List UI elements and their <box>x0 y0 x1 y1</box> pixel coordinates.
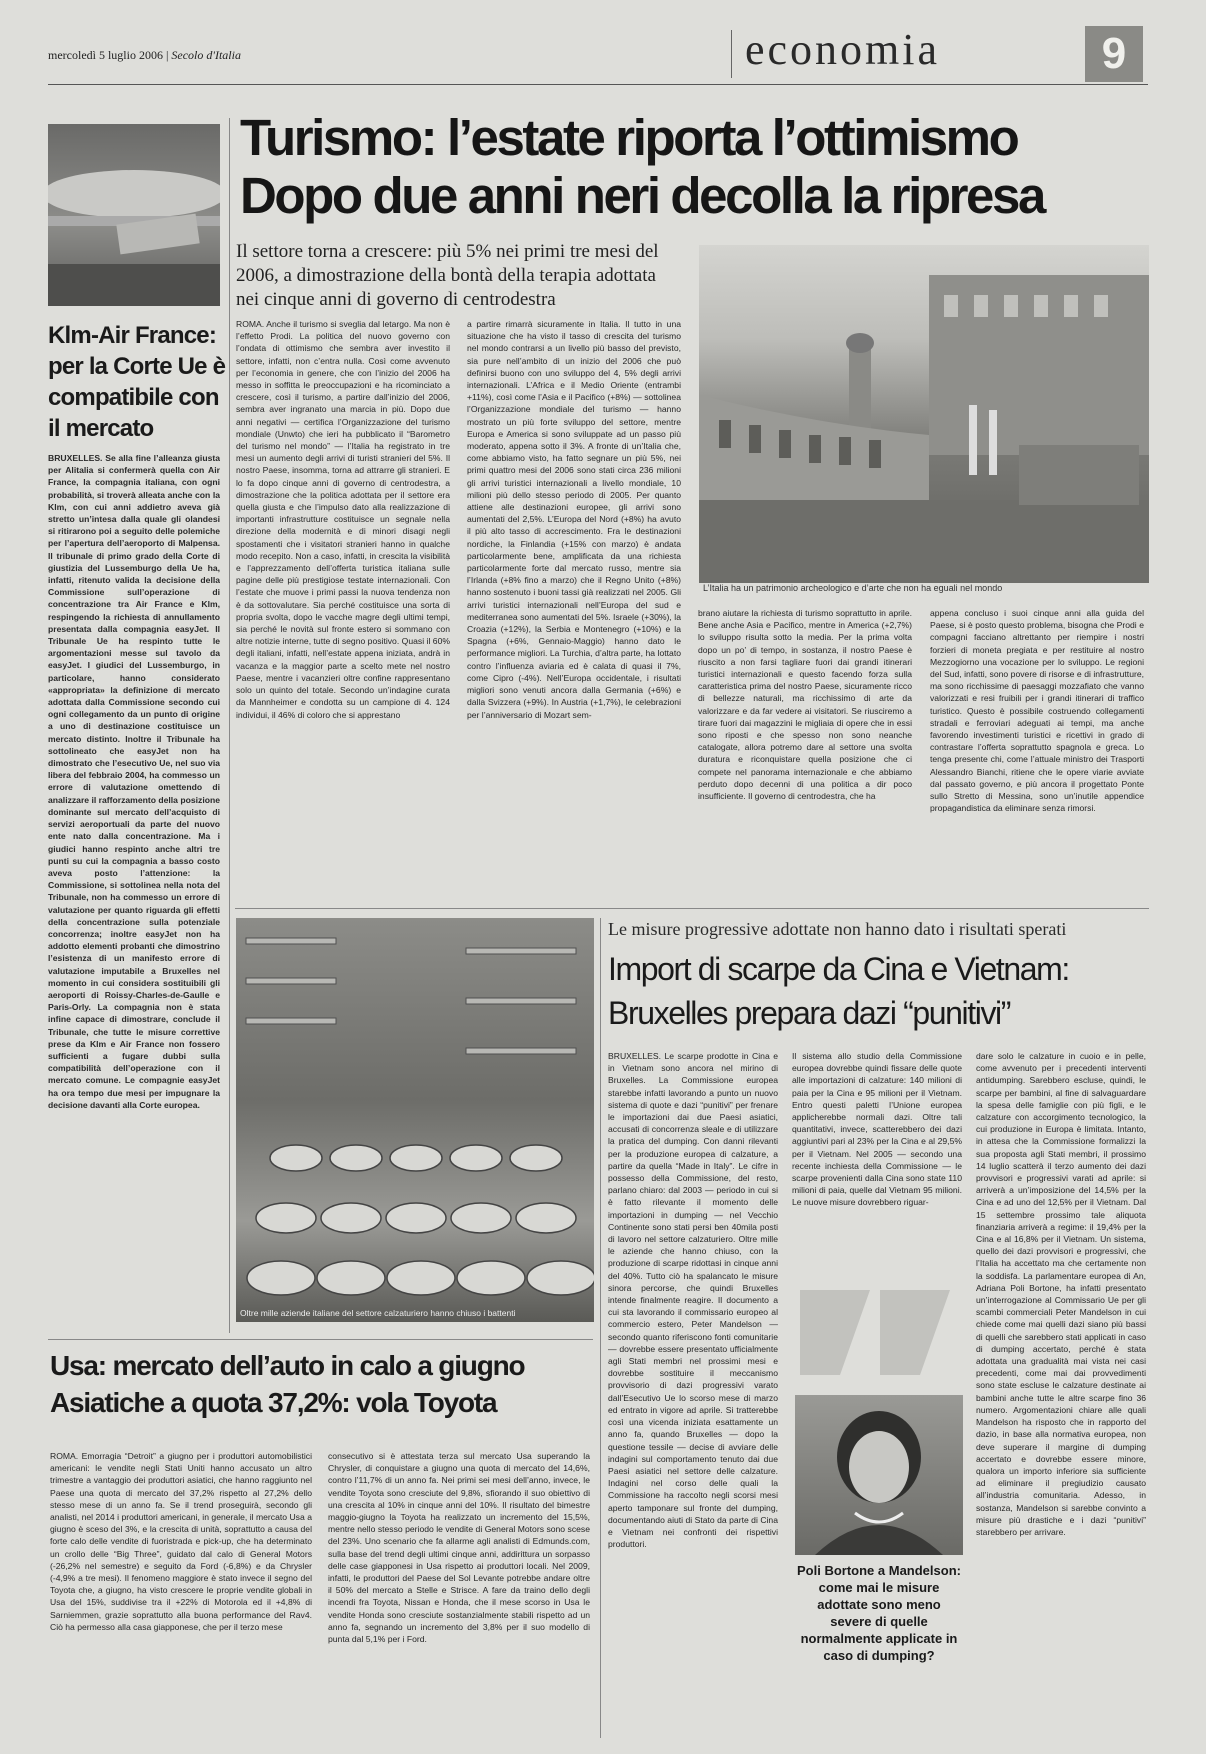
center-column-divider <box>600 918 601 1738</box>
quote-marks-icon <box>800 1280 950 1380</box>
main-article-column-2: a partire rimarrà sicuramente in Italia. Il tutto in una situazione che ha visto il tasso di crescita del turismo nel mondo contrarsi a un livello più basso del previsto, sia pure nell’ambito di un inizio del 2006 che può definirsi buono con uno sviluppo del 4, 5% degli arrivi internazionali. L’Africa e il Medio Oriente (entrambi +11%), così come l’Asia e il Pacifico (+8%) — sottolinea l’Organizzazione mondiale del turismo — hanno mostrato un più forte sviluppo del settore, mentre Europa e America si sono sviluppate ad un passo più moderato, appena sotto il 3%. A fronte di un’Italia che, come abbiamo visto, ha fatto segnare un più 5%, nei primi quattro mesi del 2006 sono stati circa 236 milioni gli arrivi turistici internazionali a livello mondiale, 10 milioni più dello stesso periodo di 2005. Per quanto attiene alle destinazioni europee, gli arrivi sono aumentati del 2,5%. L’Europa del Nord (+8%) ha avuto il più alto tasso di accrescimento. Fra le destinazioni nordiche, la Finlandia (+15% con marzo) è andata particolarmente bene, amplificata da una richiesta particolarmente forte dal mercato russo, mentre sia l’Irlanda (+8% fino a marzo) che il Regno Unito (+8%) hanno sostenuto i buoni tassi già realizzati nel 2005. Gli arrivi turistici internazionali nell’Europa del sud e mediterranea sono aumentati del 5%. Israele (+30%), la Croazia (+12%), la Serbia e Montenegro (+10%) e la Spagna (+6%, Gennaio-Maggio) hanno dato le performance migliori. La Turchia, d’altra parte, ha lottato contro l’influenza aviaria ed è calata di quasi il 7%, come Cipro (-4%). Nell’Europa occidentale, i risultati migliori sono venuti ancora dalla Germania (+6%) e dalla Svizzera (+9%). In Austria (+1,7%), le celebrazioni per l’anniversario di Mozart sem- <box>467 319 681 720</box>
shoes-article-column-2: Il sistema allo studio della Commissione europea dovrebbe quindi fissare delle quote alle importazioni di calzature: 140 milioni di paia per la Cina e 95 milioni per il Vietnam. Entro questi paletti l’Unione europea applicherebbe normali dazi. Oltre tali quantitativi, invece, scatterebbero dei dazi aggiuntivi pari al 23% per la Cina e al 29,5% per il Vietnam. Nel 2005 — secondo una recente inchiesta della Commissione — le scarpe provenienti dalla Cina sono state 110 milioni di paia, quelle dal Vietnam 95 milioni. Le nuove misure dovrebbero riguar- <box>792 1051 962 1208</box>
shoes-photo-caption: Oltre mille aziende italiane del settore calzaturiero hanno chiuso i battenti <box>240 1308 516 1318</box>
main-subhead: Il settore torna a crescere: più 5% nei primi tre mesi del 2006, a dimostrazione della bontà della terapia adottata nei cinque anni di governo di centrodestra <box>236 241 659 310</box>
main-article-column-4: appena concluso i suoi cinque anni alla guida del Paese, si è posto questo problema, bisogna che Prodi e compagni facciano altrettanto per riempire i nostri forzieri di moneta pregiata e per restituire al nostro Mezzogiorno una vocazione per lo sviluppo. Le regioni del Sud, infatti, sono povere di risorse e di infrastrutture, ma sono ricchissime di paesaggi mozzafiato che vanno valorizzati e resi fruibili per i grandi itinerari di traffico turistico. Questo è possibile costruendo collegamenti stradali e ferroviari adeguati ai tempi, ma anche favorendo investimenti turistici e ricettivi in grado di contrastare l’offerta soprattutto spagnola e greca. Lo tenga presente chi, come l’attuale ministro dei Trasporti Alessandro Bianchi, ritiene che le opere viarie avviate dal passato governo, e più ancora il progettato Ponte sullo Stretto di Messina, sono un’inutile appendice propagandistica da eliminare senza rimorsi. <box>930 608 1144 814</box>
airplane-illustration <box>48 124 220 306</box>
shoes-illustration <box>236 918 594 1322</box>
klm-headline: Klm-Air France: per la Corte Ue è compatibile con il mercato <box>48 322 226 442</box>
main-article-column-3: brano aiutare la richiesta di turismo soprattutto in aprile. Bene anche Asia e Pacifico, mentre in America (+2,7%) lo sviluppo risulta sotto la media. Per la prima volta dopo un po’ di tempo, in sostanza, il nostro Paese è riuscito a non farsi tagliare fuori dai grandi itinerari turistici internazionali e questo facendo forza sulla caratteristica prima del nostro Paese, sicuramente ricco di bellezze naturali, ma ricchissimo di arte da valorizzare e da far vedere ai visitatori. Se riusciremo a tirare fuori dai magazzini le migliaia di opere che in essi sono riposti e che spesso non sono neanche catalogate, allora potremo dare al settore una svolta duratura e riconquistare quella posizione che ci compete nel panorama internazionale e che abbiamo perduto dopo decenni di una politica a dir poco insufficiente. Il governo di centrodestra, che ha <box>698 608 912 802</box>
masthead-date: mercoledì 5 luglio 2006 <box>48 48 163 62</box>
main-article-column-1: ROMA. Anche il turismo si sveglia dal letargo. Ma non è l’effetto Prodi. La politica del nuovo governo con l’ondata di ottimismo che sembra aver investito il settore, infatti, non c’entra nulla. Così come avvenuto per l’economia in genere, che con l’inizio del 2006 ha messo in soffitta le preoccupazioni e ha ricominciato a crescere, così il turismo, a partire dall’inizio del 2006, sembra aver ingranato una marcia in più. Dopo due anni negativi — certifica l’Organizzazione del turismo mondiale (Unwto) che ieri ha pubblicato il “Barometro del turismo nel mondo” — l’Italia ha registrato in tre mesi un aumento degli arrivi di turisti stranieri del 5%. Il nostro Paese, insomma, torna ad attrarre gli stranieri. E lo fa dopo cinque anni di governo di centrodestra, a dimostrazione che la politica adottata per il settore era quella giusta e che l’impulso dato alla realizzazione di importanti infrastrutture costituisce un segnale nella direzione della modernità e di minori disagi negli spostamenti che i visitatori stranieri hanno in qualche modo recepito. Non a caso, infatti, in crescita la visibilità e l’apprezzamento dell’offerta turistica italiana sulle pagine delle più prestigiose testate internazionali. Con l’estate che muove i primi passi la nuova tendenza non è da sottovalutare. Sia perché costituisce una sorta di propria svolta, dopo le vacche magre degli ultimi tempi, sia perché le novità sul fronte estero si sommano con altre notizie interne, tutte di segno positivo. Quasi il 60% degli italiani, infatti, nell’estate appena iniziata, andrà in vacanza e la maggior parte a scelto mete nel nostro Paese, mentre i vacanzieri oltre confine rappresentano solo un quinto del totale. Secondo un’indagine curata da Mannheimer e condotta su un campione di 4. 124 individui, il 46% di coloro che si apprestano <box>236 319 450 720</box>
poli-bortone-portrait <box>795 1395 963 1555</box>
usa-headline-1: Usa: mercato dell’auto in calo a giugno <box>50 1350 525 1381</box>
ruins-photo-caption: L’Italia ha un patrimonio archeologico e d’arte che non ha eguali nel mondo <box>703 583 1003 593</box>
masthead-separator: | <box>165 48 172 62</box>
usa-article-column-1: ROMA. Emorragia “Detroit” a giugno per i produttori automobilistici americani: le vendite negli Stati Uniti hanno accusato un altro trimestre a vantaggio dei produttori asiatici, che hanno raggiunto nel Paese una quota di mercato del 37,2% rispetto al 27,2% dello stesso mese di un anno fa. Se il trend proseguirà, secondo gli analisti, nel 2014 i produttori americani, in generale, il mercato Usa a giugno è sceso del 3%, e la crescita di unità, soprattutto a causa del forte calo delle vendite di fuoristrada e pick-up, che ha determinato un crollo delle “Big Three”, guidato dal calo di General Motors (-26,2% nel semestre) e seguito da Ford (-6,8%) e da Chrysler (-4,9% a tre mesi). Il fenomeno maggiore è stato invece il segno del Toyota che, a giugno, ha visto crescere le proprie vendite globali in Usa del 15%, suddivise tra il +22% di Motorola ed il +4,8% di Sarniemmen, grazie soprattutto alla buona performance del Rav4. Ciò ha permesso alla casa giapponese, che per il terzo mese <box>50 1451 312 1632</box>
usa-article-column-2: consecutivo si è attestata terza sul mercato Usa superando la Chrysler, di conquistare a giugno una quota di mercato del 14,6%, contro l’11,7% di un anno fa. Nei primi sei mesi dell’anno, invece, le vendite Toyota sono cresciute del 9,8%, sfiorando il suo obiettivo di una crescita al 10% in cinque anni del 10%. Il risultato del bimestre maggio-giugno la Toyota ha realizzato un incremento del 15,5%, mentre nello stesso periodo le vendite di General Motors sono scese del 23%. Uno scenario che fa allarme agli analisti di Edmunds.com, sulla base del trend degli ultimi cinque anni, addirittura un sorpasso delle case giapponesi in Usa rispetto ai produttori locali. Nel 2009, infatti, le produttori del Paese del Sol Levante potrebbe andare oltre il 50% del mercato a Stelle e Strisce. A fare da traino dello degli incendi fra Toyota, Nissan e Honda, che il mese scorso in Usa le vendite Honda sono cresciute sostanzialmente stabili rispetto ad un anno fa, segnando un incremento del 3,8% per il suo modello di punta dal 5,1% per i Ford. <box>328 1451 590 1645</box>
masthead-date-line <box>48 48 241 63</box>
section-title: economia <box>745 25 941 74</box>
shoes-factory-photo <box>236 918 594 1322</box>
masthead-paper: Secolo d'Italia <box>171 48 241 62</box>
klm-body: BRUXELLES. Se alla fine l’alleanza giusta per Alitalia si confermerà quella con Air France, la compagnia italiana, con ogni probabilità, si troverà alleata anche con la Klm, con cui anni addietro aveva già stretto un’intesa dalla quale gli olandesi si ritirarono poi a seguito delle polemiche per l’apertura dell’aeroporto di Malpensa. Il tribunale di primo grado della Corte di giustizia del Lussemburgo della Ue ha, infatti, ritenuto valida la decisione della Commissione sull’operazione di concentrazione tra Air France e Klm, respingendo la richiesta di annullamento presentata dalla compagnia easyJet. Il Tribunale Ue ha respinto tutte le argomentazioni messe sul tavolo da easyJet. I giudici del Lussemburgo, in particolare, hanno considerato «appropriata» la definizione di mercato adottata dalla Commissione secondo cui ogni collegamento da un punto di origine a uno di destinazione costituisce un mercato distinto. Inoltre il Tribunale ha sottolineato che easyJet non ha dimostrato che l’esecutivo Ue, nel suo via libera del febbraio 2004, ha commesso un errore di valutazione omettendo di analizzare il rafforzamento della posizione dominante sul mercato dell’acquisto di servizi aeroportuali da parte del nuovo ente nato dalla concentrazione. Ma i giudici hanno respinto anche altri tre punti su cui la compagnia a basso costo aveva posto l’attenzione: la Commissione, si sottolinea nella nota del Tribunale, non ha commesso un errore di valutazione per quanto riguarda gli effetti della concentrazione sulla potenziale concorrenza; inoltre easyJet non ha addotto elementi probanti che dimostrino l’esistenza di un manifesto errore di valutazione imputabile a Bruxelles nel momento in cui considera sostituibili gli aeroporti di Roissy-Charles-de-Gaulle e Paris-Orly. La compagnia non è stata infine capace di dimostrare, conclude il Tribunale, che tutte le misure correttive prese da Klm e Air France non fossero sufficienti a fugare dubbi sulla compatibilità dell’operazione con il mercato comune. Le compagnie easyJet ha ora tempo due mesi per impugnare la decisione davanti alla Corte europea. <box>48 453 220 1110</box>
masthead-divider <box>731 30 732 78</box>
left-column-divider <box>229 118 230 1333</box>
forum-illustration <box>699 245 1149 583</box>
airplane-photo <box>48 124 220 306</box>
masthead-rule <box>48 84 1148 85</box>
shoes-article-column-1: BRUXELLES. Le scarpe prodotte in Cina e in Vietnam sono ancora nel mirino di Bruxelles. La Commissione europea starebbe infatti lavorando a punto un nuovo sistema di quote e dazi “punitivi” per frenare le importazioni dai due Paesi asiatici, accusati di concorrenza sleale e di utilizzare la pratica del dumping. Con danni rilevanti per la produzione europea di calzature, a partire da quella “Made in Italy”. Le cifre in possesso della Commissione, del resto, parlano chiaro: dal 2003 — periodo in cui si è fatto rilevante il momento delle importazioni in dumping — nel Vecchio Continente sono stati persi ben 40mila posti di lavoro nel settore calzaturiero. Oltre mille le aziende che hanno chiuso, con la produzione di scarpe ridottasi in cinque anni del 40%. Tutto ciò ha spalancato le misure sinora percorse, che quindi Bruxelles intende finalmente reagire. Il documento a cui sta lavorando il commissario europeo al commercio estero, Peter Mandelson — secondo quanto riferiscono fonti comunitarie — dovrebbe essere presentato ufficialmente agli Stati membri nel prossimi mesi e dovrebbe sostituire il meccanismo provvisorio di dazi progressivi varato dall’Esecutivo Ue lo scorso mese di marzo ed entrato in vigore ad aprile. Si tratterebbe così una vicenda iniziata esattamente un anno fa, quando Bruxelles — dopo la questione tessile — decise di avviare delle indagini sul comportamento tenuto dai due Paesi asiatici nel settore delle calzature. Indagini nel corso delle quali la Commissione ha raccolto negli scorsi mesi aperto tamponare sul fronte del dumping, documentando aiuti di Stato da parte di Cina e Vietnam nei confronti dei rispettivi produttori. <box>608 1051 778 1550</box>
shoes-kicker: Le misure progressive adottate non hanno dato i risultati sperati <box>608 919 1067 939</box>
main-headline-1: Turismo: l’estate riporta l’ottimismo <box>240 109 1018 166</box>
shoes-headline: Import di scarpe da Cina e Vietnam: Bruxelles prepara dazi “punitivi” <box>608 951 1069 1031</box>
main-article-bottom-rule <box>235 908 1149 909</box>
portrait-caption: Poli Bortone a Mandelson: come mai le misure adottate sono meno severe di quelle normalmente applicate in caso di dumping? <box>797 1563 961 1663</box>
ruins-photo <box>699 245 1149 583</box>
usa-top-rule <box>48 1339 593 1340</box>
usa-headline-2: Asiatiche a quota 37,2%: vola Toyota <box>50 1387 497 1418</box>
main-headline-2: Dopo due anni neri decolla la ripresa <box>240 167 1044 224</box>
portrait-illustration <box>795 1395 963 1555</box>
shoes-article-column-3: dare solo le calzature in cuoio e in pelle, come avvenuto per i precedenti interventi antidumping. Sarebbero escluse, quindi, le scarpe per bambini, al fine di salvaguardare la spesa delle famiglie con più figli, e le calzature con accorgimento tecnologico, la cui produzione in Europa è limitata. Intanto, in attesa che la Commissione formalizzi la sua proposta agli Stati membri, il prossimo 14 luglio scatterà il terzo aumento dei dazi provvisori e progressivi varati ad aprile: si arriverà a un’imposizione del 14,5% per la Cina e ad uno del 12,5% per il Vietnam. Dal 15 settembre prossimo tale aliquota finanziaria arriverà a regime: il 19,4% per la Cina e al 16,8% per il Vietnam. Un sistema, quello dei dazi provvisori e progressivi, che l’Italia ha accettato ma che certamente non la soddisfa. La parlamentare europea di An, Adriana Poli Bortone, ha infatti presentato un’interrogazione al Commissario Ue per gli scambi commerciali Peter Mandelson in cui chiede come mai quelli dazi siano più bassi di quelli che sarebbero stati applicati in caso di dumping accertato, perché è stata adottata una gradualità mai vista nei casi precedenti, come mai dai provvedimenti sono state escluse le calzature destinate ai bambini anche tutte le altre scarpe fino 36 numero. Argomentazioni chiare alle quali Mandelson ha risposto che in rapporto del dazio, in base alla normativa europea, non deve superare il margine di dumping accertato e dovrebbe essere minore, qualora un importo inferiore sia sufficiente ad eliminare il pregiudizio causato all’industria comunitaria. Adesso, in sostanza, Mandelson si sarebbe convinto a misure più drastiche e i dazi “punitivi” starebbero per arrivare. <box>976 1051 1146 1537</box>
page-number: 9 <box>1085 26 1143 82</box>
quote-marks-graphic <box>800 1280 950 1380</box>
